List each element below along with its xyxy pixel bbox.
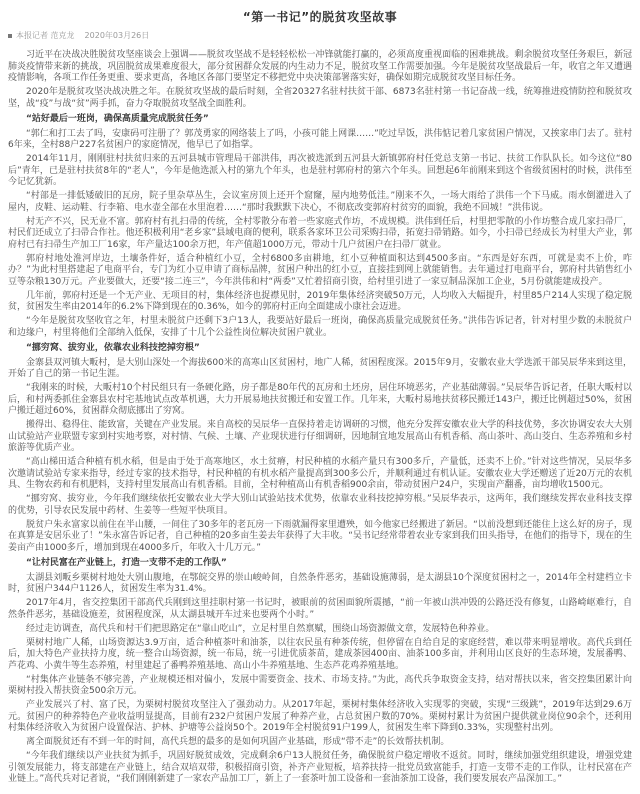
- article-paragraph: 产业发展兴了村、富了民，为栗树村脱贫攻坚注入了强劲动力。从2017年起，栗树村集体经济收入实现零的突破，实现“三级跳”，2019年达到29.6万元。贫困户的种养特色产业收益明显提高，目前有232户贫困户发展了种养产业，占总贫困户数的70%。栗树村累计为贫困户提供就业岗位90余个，还利用村集体经济收入为贫困户设置保洁、护林、护塘等公益岗50个。2019年全村脱贫91户199人，贫困发生率下降到0.33%，实现整村出列。: [8, 700, 632, 733]
- section-subhead: “让村民富在产业链上，打造一支带不走的工作队”: [26, 557, 227, 568]
- article-paragraph: 搬得出、稳得住、能致富，关键在产业发展。来自高校的吴辰华一直保持着走访调研的习惯，他充分发挥安徽农业大学的科技优势，多次协调安农大大别山试验站产业联盟专家到村实地考察，对村情、气候、土壤、产业现状进行仔细调研，因地制宜地发展高山有机香稻、高山茶叶、高山茭白、生态养殖和乡村旅游等优质产业。: [8, 420, 632, 453]
- article-paragraph: “高山梯田适合种植有机水稻，但是由于处于高寒地区，水土贫瘠，村民种植的水稻产量只有300多斤，产量低，还卖不上价。”针对这些情况，吴辰华多次邀请试验站专家来指导，经过专家的技术指导，村民种植的有机水稻产量提高到300多公斤，并顺利通过有机认证。安徽农业大学还赠送了近20万元的农机具、生物农药和有机肥料，支持村里发展高山有机香稻。目前，全村种植高山有机香稻900余亩，带动贫困户24户，实现亩产翻番，亩均增收1500元。: [8, 457, 632, 490]
- byline-author: 本报记者 范克龙: [16, 31, 75, 40]
- article-paragraph: “我刚来的时候，大畈村10个村民组只有一条硬化路，房子都是80年代的瓦房和土坯房，居住环境恶劣，产业基础薄弱。”吴辰华告诉记者，任职大畈村以后，和村两委抓住金寨县农村宅基地试点改革机遇，大力开展易地扶贫搬迁和安置工作。几年来，大畈村易地扶贫移民搬迁143户，搬迁比例超过50%，贫困户搬迁超过60%，贫困群众彻底挪出了穷窝。: [8, 383, 632, 416]
- byline-bullet-icon: [8, 34, 12, 38]
- article-byline: [8, 30, 632, 41]
- article-paragraph: “今年我们继续以产业扶贫为抓手，巩固好脱贫成效，完成剩余6户13人脱贫任务，确保脱贫户稳定增收不返贫。同时，继续加强党组织建设，增强党建引领发展能力，将支部建在产业链上，结合双培双带，积极招商引资，补齐产业短板，培养扶持一批党员致富能手，打造一支带不走的工作队，让村民富在产业链上。”高代兵对记者说，“我们刚刚新建了一家农产品加工厂，新上了一套茶叶加工设备和一套油茶加工设备，我们要发展农产品深加工。”: [8, 751, 632, 784]
- article-paragraph: 脱贫户朱永富家以前住在半山腰，一间住了30多年的老瓦房一下雨就漏得家里遭殃，如今他家已经搬进了新居。“以前没想到还能住上这么好的房子，现在真算是安居乐业了！”朱永富告诉记者，自己种植的20多亩生姜去年获得了大丰收。“吴书记经常带着农业专家到我们田头指导，在他们的指导下，现在的生姜亩产由1000多斤，增加到现在4000多斤，年收入十几万元。”: [8, 519, 632, 553]
- article-paragraph: “挪穷窝、拔穷业，今年我们继续依托安徽农业大学大别山试验站技术优势，依靠农业科技挖掉穷根。”吴辰华表示，这两年，我们继续发挥农业科技支撑的优势，引导农民发展中药材、生姜等一些短平快项目。: [8, 494, 632, 516]
- article-paragraph: 经过走访调查，高代兵和村干们把思路定在“靠山吃山”，立足村里自然禀赋，围绕山场资源做文章，发展特色种养业。: [26, 623, 495, 634]
- article-paragraph: 金寨县双河镇大畈村，是大别山深处一个海拔600米的高寒山区贫困村，地广人稀，贫困程度深。2015年9月，安徽农业大学选派干部吴辰华来到这里，开始了自己的第一书记生涯。: [8, 357, 632, 379]
- article-paragraph: 2014年11月，刚刚驻村扶贫归来的五河县城市管理局干部洪伟，再次被选派到五河县大新镇郭府村任党总支第一书记、扶贫工作队队长。如今这位“80后”青年，已是驻村扶贫8年的“老人”，今年是他选派入村的第九个年头，也是驻村郭府村的第六个年头。回想起6年前刚来到这个省级贫困村的时候，洪伟至今记忆犹新。: [8, 154, 632, 187]
- article-paragraph: 郭府村地处淮河岸边，土壤条件好，适合种植红小豆，全村6800多亩耕地，红小豆种植面积达到4500多亩。“东西是好东西，可就是卖不上价，咋办？”为此村里搭建起了电商平台，专门为红小豆申请了商标品牌，贫困户种出的红小豆，直接挂到网上就能销售。去年通过打电商平台，郭府村共销售红小豆等杂粮130万元。产业要做大，还要“接二连三”，今年洪伟和村“两委”又忙着招商引资，给村里引进了一家豆制品深加工企业，5月份就能建成投产。: [8, 253, 632, 287]
- article-title: “第一书记”的脱贫攻坚故事: [242, 10, 398, 24]
- article-paragraph: “郭仁和打工去了吗，安康码可注册了？郭茂勇家的网络装上了吗，小孩可能上网课……”吃过早饭，洪伟惦记着几家贫困户情况，又挨家串门去了。驻村6年来，全村88户227名贫困户的家庭情况，他早已了如指掌。: [8, 128, 632, 150]
- article-paragraph: 2020年是脱贫攻坚决战决胜之年。在脱贫攻坚战的最后时刻，全省20327名驻村扶贫干部、6873名驻村第一书记奋战一线，统筹推进疫情防控和脱贫攻坚，战“疫”与战“贫”两手抓，奋力夺取脱贫攻坚战全面胜利。: [8, 87, 632, 109]
- article-paragraph: 太湖县刘畈乡栗树村地处大别山腹地，在鄂皖交界的崇山峻岭间，自然条件恶劣，基础设施薄弱，是太湖县10个深度贫困村之一，2014年全村建档立卡时，贫困户344户1126人，贫困发生率为31.4%。: [8, 572, 632, 594]
- section-subhead: “站好最后一班岗，确保高质量完成脱贫任务”: [26, 113, 209, 124]
- article-paragraph: 离全面脱贫还有不到一年的时间，高代兵想的最多的是如何巩固产业基础，形成“带不走”的长效帮扶机制。: [26, 737, 450, 747]
- article-paragraph: “村集体产业链条不够完善，产业规模还相对偏小，发展中需要资金、技术、市场支持。”为此，高代兵争取资金支持，结对帮扶以来，省交控集团累计向栗树村投入帮扶资金500余万元。: [8, 674, 632, 696]
- section-subhead: “挪穷窝、拔穷业，依靠农业科技挖掉穷根”: [26, 342, 200, 353]
- article-paragraph: 村无产不兴，民无业不富。郭府村有扎扫帚的传统，全村零散分布着一些家庭式作坊，不成规模。洪伟到任后，村里把零散的小作坊整合成几家扫帚厂，村民们还成立了扫帚合作社。他还积极利用“老乡家”县域电商的便利，联系各家环卫公司采购扫帚，拓宽扫帚销路。如今，小扫帚已经成长为村里大产业，郭府村已有扫帚生产加工厂16家，年产量达100余万把，年产值超1000万元，带动十几户贫困户在扫帚厂就业。: [8, 216, 632, 250]
- article-paragraph: 几年前，郭府村还是一个无产业、无项目的村，集体经济也捉襟见肘，2019年集体经济突破50万元，人均收入大幅提升，村里85户214人实现了稳定脱贫，贫困发生率由2014年的6.2%下降到现在的0.36%，如今的郭府村正向全面建成小康社会迈进。: [8, 290, 632, 312]
- article-paragraph: “今年是脱贫攻坚收官之年，村里未脱贫户还剩下3户13人，我要站好最后一班岗，确保高质量完成脱贫任务。”洪伟告诉记者，针对村里少数的未脱贫户和边缘户，村里将他们全部纳入低保，安排了十几个公益性岗位解决贫困户就业。: [8, 316, 632, 338]
- byline-date: 2020年03月26日: [84, 31, 150, 40]
- article-paragraph: 2017年4月，省交控集团干部高代兵刚到这里挂职村第一书记时，被眼前的贫困面貌所震撼，“前一年被山洪冲毁的公路还没有修复，山路崎岖难行，自然条件恶劣，基础设施差，贫困程度深，从太湖县城开车过来也要两个小时。”: [8, 598, 632, 620]
- article-paragraph: 栗树村地广人稀，山场资源达3.9万亩，适合种植茶叶和油茶，以往农民虽有种茶传统，但停留在自给自足的家庭经营，难以带来明显增收。高代兵到任后，加大特色产业扶持力度，统一整合山场资源，统一布局，统一引进优质茶苗，建成茶园400亩、油茶100多亩，并利用山区良好的生态环境，发展番鸭、芦花鸡、小黄牛等生态养殖，村里建起了番鸭养殖基地、高山小牛养殖基地、生态芦花鸡养殖基地。: [8, 637, 632, 671]
- article-body: [8, 50, 632, 786]
- article-paragraph: 习近平在决战决胜脱贫攻坚座谈会上强调——脱贫攻坚战不是轻轻松松一冲锋就能打赢的，必须高度重视面临的困难挑战。剩余脱贫攻坚任务艰巨，新冠肺炎疫情带来新的挑战，巩固脱贫成果难度很大，部分贫困群众发展的内生动力不足，脱贫攻坚工作需要加强。今年是脱贫攻坚战最后一年，收官之年又遭遇疫情影响，各项工作任务更重、要求更高，各地区各部门要坚定不移把党中央决策部署落实好，确保如期完成脱贫攻坚目标任务。: [8, 50, 632, 83]
- article-paragraph: “村部是一排低矮破旧的瓦房，院子里杂草丛生，会议室房顶上还开个窟窿，屋内地势低洼。”刚来不久，一场大雨给了洪伟一个下马威。雨水倒灌进入了屋内，皮鞋、运动鞋、行李箱、电水壶全部在水里泡着……“那时我默默下决心，不彻底改变郭府村贫穷的面貌，我绝不回城！”洪伟说。: [8, 191, 632, 213]
